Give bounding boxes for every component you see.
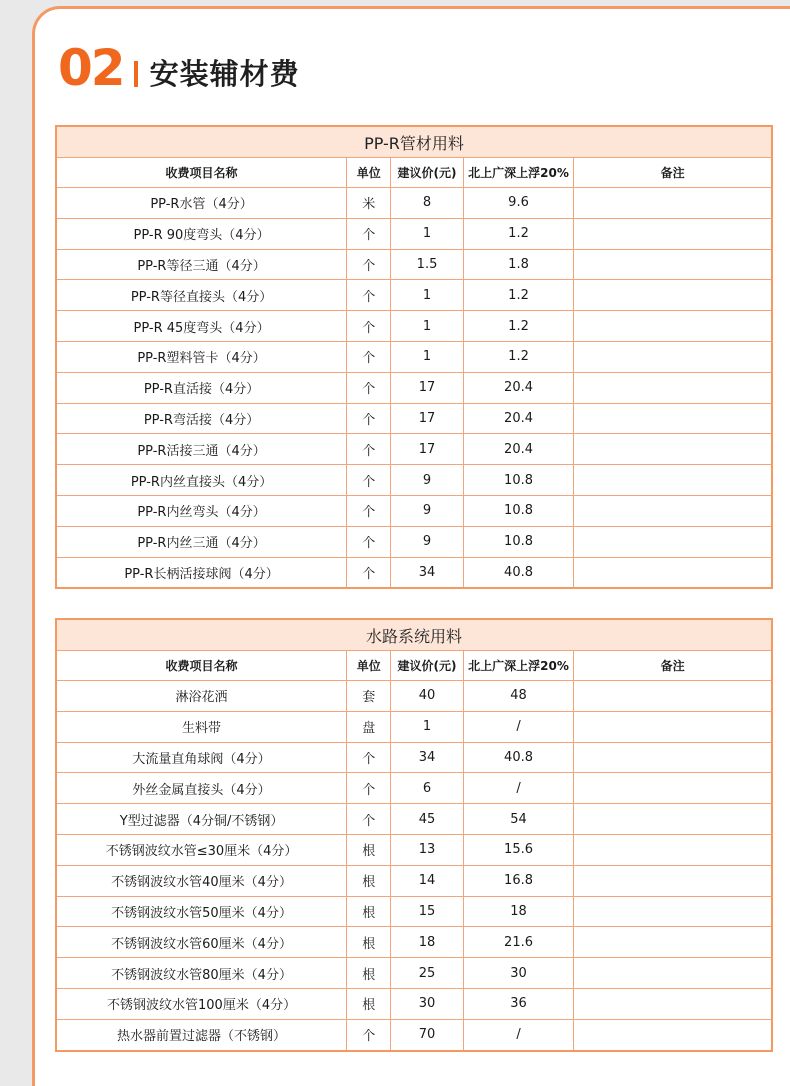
cell-price: 13 — [391, 834, 463, 865]
section-heading — [58, 38, 300, 98]
cell-unit: 个 — [347, 495, 391, 526]
cell-price: 17 — [391, 434, 463, 465]
cell-unit: 根 — [347, 927, 391, 958]
cell-price: 17 — [391, 403, 463, 434]
table-row — [56, 742, 772, 773]
cell-price: 34 — [391, 742, 463, 773]
cell-unit: 个 — [347, 742, 391, 773]
cell-remarks — [574, 280, 772, 311]
cell-item-name: PP-R 90度弯头（4分） — [56, 218, 347, 249]
cell-remarks — [574, 465, 772, 496]
cell-unit: 套 — [347, 681, 391, 712]
table-row — [56, 927, 772, 958]
cell-price: 14 — [391, 865, 463, 896]
cell-unit: 个 — [347, 773, 391, 804]
cell-markup-price: / — [463, 773, 574, 804]
cell-markup-price: 20.4 — [463, 434, 574, 465]
cell-remarks — [574, 958, 772, 989]
cell-remarks — [574, 434, 772, 465]
cell-price: 25 — [391, 958, 463, 989]
cell-price: 45 — [391, 804, 463, 835]
cell-markup-price: / — [463, 1019, 574, 1050]
cell-markup-price: 40.8 — [463, 742, 574, 773]
cell-remarks — [574, 711, 772, 742]
water-system-table — [55, 618, 773, 1052]
cell-item-name: PP-R等径直接头（4分） — [56, 280, 347, 311]
table-row — [56, 1019, 772, 1050]
cell-markup-price: 1.8 — [463, 249, 574, 280]
cell-unit: 个 — [347, 372, 391, 403]
cell-price: 6 — [391, 773, 463, 804]
cell-unit: 个 — [347, 218, 391, 249]
cell-item-name: PP-R长柄活接球阀（4分） — [56, 557, 347, 588]
cell-remarks — [574, 372, 772, 403]
cell-price: 1 — [391, 218, 463, 249]
cell-unit: 米 — [347, 188, 391, 219]
header-unit: 单位 — [347, 158, 391, 188]
cell-item-name: PP-R弯活接（4分） — [56, 403, 347, 434]
cell-markup-price: 30 — [463, 958, 574, 989]
cell-markup-price: 36 — [463, 988, 574, 1019]
table-row — [56, 403, 772, 434]
ppr-pipe-table — [55, 125, 773, 589]
table-row — [56, 896, 772, 927]
cell-price: 18 — [391, 927, 463, 958]
cell-remarks — [574, 495, 772, 526]
table-row — [56, 372, 772, 403]
cell-item-name: 大流量直角球阀（4分） — [56, 742, 347, 773]
header-markup-price: 北上广深上浮20% — [463, 651, 574, 681]
cell-markup-price: 1.2 — [463, 280, 574, 311]
table-row — [56, 526, 772, 557]
cell-unit: 根 — [347, 865, 391, 896]
cell-markup-price: 15.6 — [463, 834, 574, 865]
cell-price: 30 — [391, 988, 463, 1019]
header-price: 建议价(元) — [391, 651, 463, 681]
cell-price: 34 — [391, 557, 463, 588]
table-row — [56, 249, 772, 280]
table-row — [56, 311, 772, 342]
table-row — [56, 958, 772, 989]
cell-price: 40 — [391, 681, 463, 712]
cell-price: 9 — [391, 495, 463, 526]
cell-remarks — [574, 804, 772, 835]
cell-markup-price: 1.2 — [463, 311, 574, 342]
cell-remarks — [574, 341, 772, 372]
cell-remarks — [574, 773, 772, 804]
cell-item-name: PP-R塑料管卡（4分） — [56, 341, 347, 372]
cell-price: 15 — [391, 896, 463, 927]
table-row — [56, 865, 772, 896]
cell-item-name: 不锈钢波纹水管80厘米（4分） — [56, 958, 347, 989]
cell-price: 1.5 — [391, 249, 463, 280]
cell-markup-price: 20.4 — [463, 403, 574, 434]
cell-unit: 根 — [347, 988, 391, 1019]
cell-markup-price: 54 — [463, 804, 574, 835]
cell-remarks — [574, 865, 772, 896]
table-header-row — [56, 651, 772, 681]
header-unit: 单位 — [347, 651, 391, 681]
table-row — [56, 280, 772, 311]
cell-remarks — [574, 526, 772, 557]
table-row — [56, 711, 772, 742]
cell-price: 1 — [391, 280, 463, 311]
cell-price: 17 — [391, 372, 463, 403]
cell-markup-price: 16.8 — [463, 865, 574, 896]
table-caption: 水路系统用料 — [56, 619, 772, 651]
table-row — [56, 341, 772, 372]
cell-price: 9 — [391, 465, 463, 496]
cell-remarks — [574, 988, 772, 1019]
cell-markup-price: 40.8 — [463, 557, 574, 588]
cell-item-name: PP-R水管（4分） — [56, 188, 347, 219]
cell-item-name: 不锈钢波纹水管40厘米（4分） — [56, 865, 347, 896]
header-item-name: 收费项目名称 — [56, 651, 347, 681]
table-row — [56, 834, 772, 865]
cell-item-name: 不锈钢波纹水管50厘米（4分） — [56, 896, 347, 927]
header-remarks: 备注 — [574, 651, 772, 681]
cell-remarks — [574, 742, 772, 773]
header-price: 建议价(元) — [391, 158, 463, 188]
section-number: 02 — [58, 39, 124, 97]
cell-item-name: 淋浴花洒 — [56, 681, 347, 712]
cell-unit: 根 — [347, 896, 391, 927]
cell-remarks — [574, 188, 772, 219]
cell-unit: 个 — [347, 434, 391, 465]
table-row — [56, 557, 772, 588]
table-caption: PP-R管材用料 — [56, 126, 772, 158]
cell-markup-price: 10.8 — [463, 465, 574, 496]
cell-item-name: 不锈钢波纹水管≤30厘米（4分） — [56, 834, 347, 865]
cell-item-name: PP-R内丝三通（4分） — [56, 526, 347, 557]
cell-item-name: 生料带 — [56, 711, 347, 742]
cell-item-name: PP-R等径三通（4分） — [56, 249, 347, 280]
table-row — [56, 804, 772, 835]
table-row — [56, 434, 772, 465]
cell-markup-price: 20.4 — [463, 372, 574, 403]
header-item-name: 收费项目名称 — [56, 158, 347, 188]
table-row — [56, 681, 772, 712]
cell-price: 8 — [391, 188, 463, 219]
cell-unit: 根 — [347, 834, 391, 865]
cell-item-name: PP-R活接三通（4分） — [56, 434, 347, 465]
cell-unit: 个 — [347, 311, 391, 342]
cell-unit: 盘 — [347, 711, 391, 742]
cell-remarks — [574, 681, 772, 712]
cell-remarks — [574, 403, 772, 434]
cell-item-name: 外丝金属直接头（4分） — [56, 773, 347, 804]
cell-markup-price: 18 — [463, 896, 574, 927]
cell-unit: 个 — [347, 280, 391, 311]
cell-item-name: PP-R 45度弯头（4分） — [56, 311, 347, 342]
cell-item-name: 不锈钢波纹水管60厘米（4分） — [56, 927, 347, 958]
table-row — [56, 988, 772, 1019]
cell-unit: 个 — [347, 341, 391, 372]
cell-unit: 个 — [347, 526, 391, 557]
cell-markup-price: 21.6 — [463, 927, 574, 958]
cell-markup-price: 1.2 — [463, 341, 574, 372]
table-row — [56, 495, 772, 526]
cell-remarks — [574, 311, 772, 342]
cell-price: 1 — [391, 311, 463, 342]
cell-unit: 根 — [347, 958, 391, 989]
cell-remarks — [574, 896, 772, 927]
cell-markup-price: 48 — [463, 681, 574, 712]
cell-item-name: Y型过滤器（4分铜/不锈钢） — [56, 804, 347, 835]
cell-price: 1 — [391, 341, 463, 372]
cell-remarks — [574, 557, 772, 588]
cell-item-name: 不锈钢波纹水管100厘米（4分） — [56, 988, 347, 1019]
cell-price: 70 — [391, 1019, 463, 1050]
cell-item-name: PP-R内丝弯头（4分） — [56, 495, 347, 526]
table-header-row — [56, 158, 772, 188]
cell-markup-price: 10.8 — [463, 495, 574, 526]
cell-markup-price: 10.8 — [463, 526, 574, 557]
cell-item-name: 热水器前置过滤器（不锈钢） — [56, 1019, 347, 1050]
cell-remarks — [574, 249, 772, 280]
cell-remarks — [574, 218, 772, 249]
cell-remarks — [574, 834, 772, 865]
table-row — [56, 773, 772, 804]
cell-price: 1 — [391, 711, 463, 742]
cell-unit: 个 — [347, 804, 391, 835]
cell-unit: 个 — [347, 1019, 391, 1050]
cell-markup-price: / — [463, 711, 574, 742]
cell-unit: 个 — [347, 249, 391, 280]
section-title: 安装辅材费 — [149, 56, 300, 91]
cell-unit: 个 — [347, 557, 391, 588]
cell-price: 9 — [391, 526, 463, 557]
table-row — [56, 218, 772, 249]
heading-divider — [134, 61, 138, 87]
cell-unit: 个 — [347, 465, 391, 496]
cell-markup-price: 9.6 — [463, 188, 574, 219]
header-remarks: 备注 — [574, 158, 772, 188]
cell-remarks — [574, 1019, 772, 1050]
cell-markup-price: 1.2 — [463, 218, 574, 249]
cell-remarks — [574, 927, 772, 958]
table-row — [56, 465, 772, 496]
table-row — [56, 188, 772, 219]
cell-item-name: PP-R直活接（4分） — [56, 372, 347, 403]
cell-item-name: PP-R内丝直接头（4分） — [56, 465, 347, 496]
header-markup-price: 北上广深上浮20% — [463, 158, 574, 188]
cell-unit: 个 — [347, 403, 391, 434]
